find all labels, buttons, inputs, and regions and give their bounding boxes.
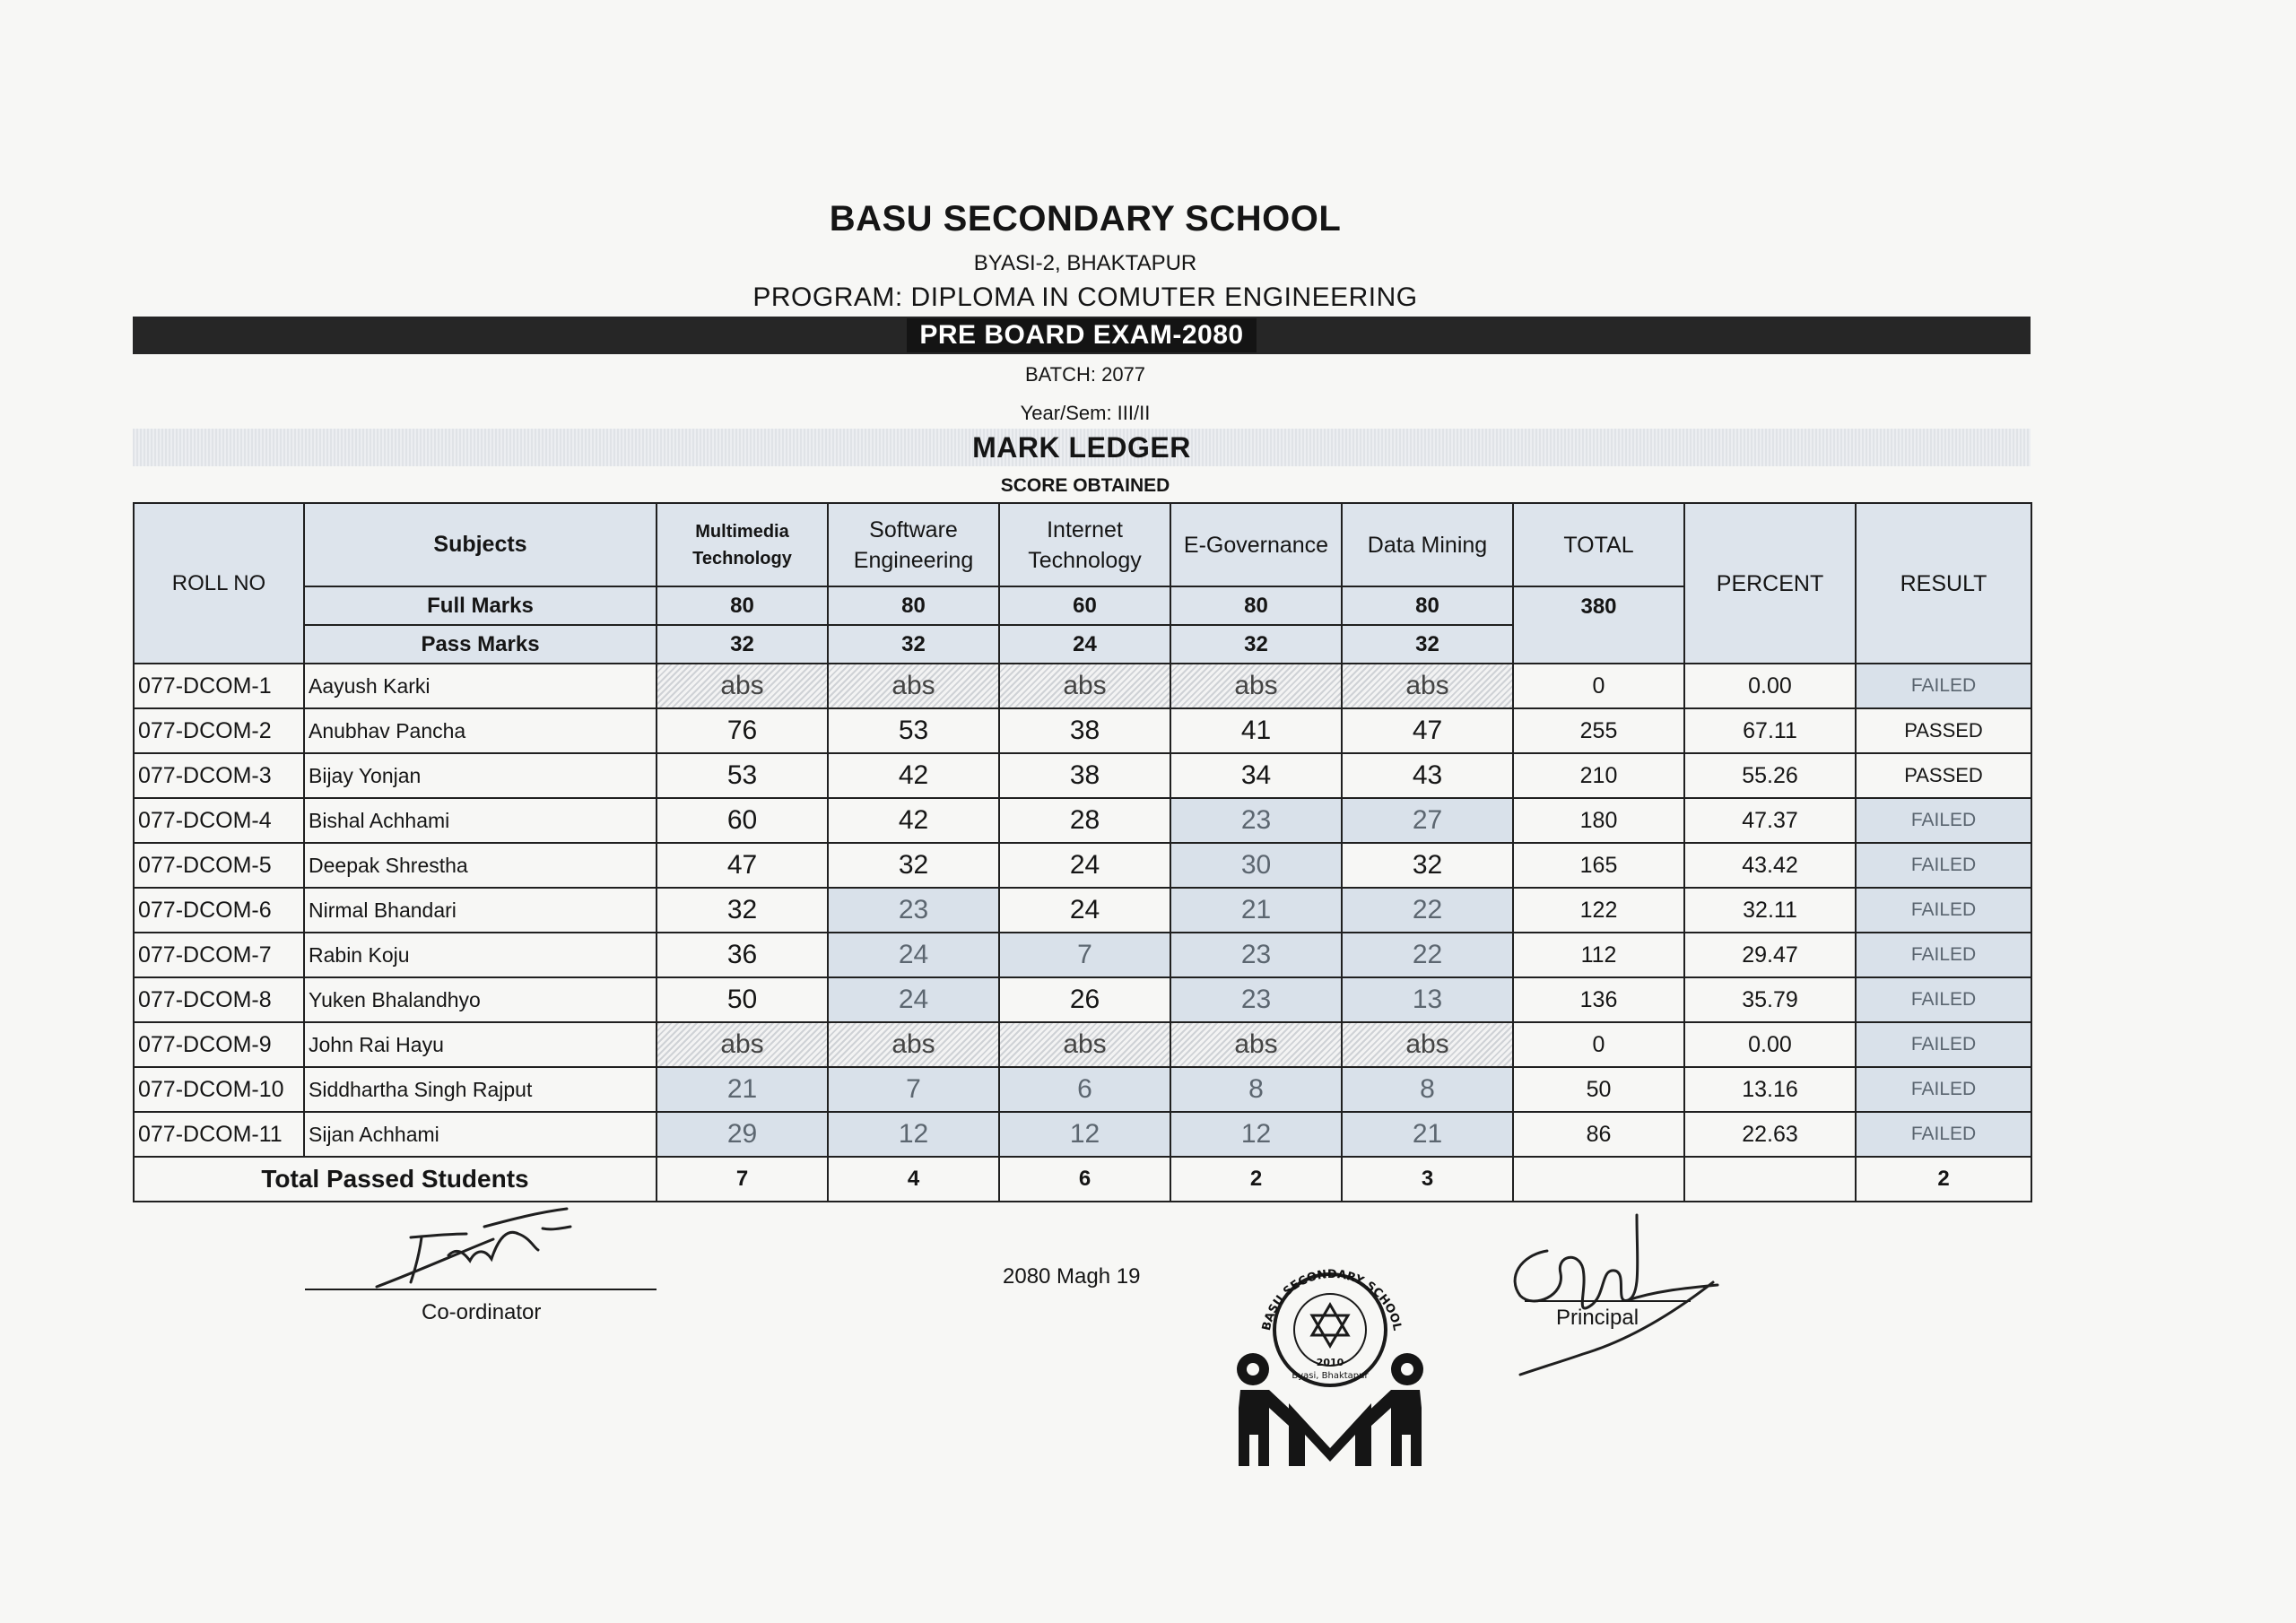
empty-cell [1513, 1157, 1684, 1202]
subject-mark: 22 [1342, 933, 1513, 977]
full-marks-label: Full Marks [304, 586, 657, 625]
student-name: Siddhartha Singh Rajput [304, 1067, 657, 1112]
percent-value: 22.63 [1684, 1112, 1856, 1157]
subject-mark: 41 [1170, 708, 1342, 753]
pass-marks-value: 32 [657, 625, 828, 664]
pass-marks-value: 24 [999, 625, 1170, 664]
student-name: Rabin Koju [304, 933, 657, 977]
subject-mark: 50 [657, 977, 828, 1022]
svg-text:BASU SECONDARY SCHOOL [1260, 1268, 1404, 1332]
empty-cell [1684, 1157, 1856, 1202]
roll-number: 077-DCOM-9 [134, 1022, 304, 1067]
total-full-marks: 380 [1513, 586, 1684, 664]
total-marks: 122 [1513, 888, 1684, 933]
subject-mark: 24 [828, 977, 999, 1022]
subject-mark: 47 [1342, 708, 1513, 753]
year-sem-label: Year/Sem: III/II [1020, 402, 1151, 424]
student-row [134, 753, 2031, 798]
result-header: RESULT [1856, 503, 2031, 664]
subject-mark: 42 [828, 753, 999, 798]
result-status: FAILED [1856, 933, 2031, 977]
total-marks: 0 [1513, 664, 1684, 708]
student-row [134, 708, 2031, 753]
subject-mark: 23 [1170, 933, 1342, 977]
subject-header: E-Governance [1170, 503, 1342, 586]
subject-mark: 47 [657, 843, 828, 888]
pass-marks-value: 32 [1170, 625, 1342, 664]
roll-number: 077-DCOM-7 [134, 933, 304, 977]
percent-value: 43.42 [1684, 843, 1856, 888]
percent-value: 35.79 [1684, 977, 1856, 1022]
result-status: FAILED [1856, 1022, 2031, 1067]
school-seal-logo [1233, 1242, 1426, 1484]
subject-mark: 38 [999, 753, 1170, 798]
subject-mark: abs [1342, 664, 1513, 708]
subject-mark: abs [1342, 1022, 1513, 1067]
percent-value: 47.37 [1684, 798, 1856, 843]
subject-passed-count: 2 [1170, 1157, 1342, 1202]
result-status: FAILED [1856, 1112, 2031, 1157]
percent-value: 55.26 [1684, 753, 1856, 798]
subject-mark: abs [828, 1022, 999, 1067]
coordinator-signature-line [305, 1289, 657, 1290]
total-marks: 86 [1513, 1112, 1684, 1157]
score-obtained-label: SCORE OBTAINED [1000, 475, 1170, 496]
subject-mark: 34 [1170, 753, 1342, 798]
total-marks: 136 [1513, 977, 1684, 1022]
coordinator-signature [359, 1202, 583, 1300]
subject-mark: 21 [1170, 888, 1342, 933]
subject-mark: 22 [1342, 888, 1513, 933]
result-status: FAILED [1856, 1067, 2031, 1112]
subject-passed-count: 3 [1342, 1157, 1513, 1202]
total-header: TOTAL [1513, 503, 1684, 586]
program-title: PROGRAM: DIPLOMA IN COMUTER ENGINEERING [752, 282, 1418, 312]
percent-value: 32.11 [1684, 888, 1856, 933]
subject-mark: abs [657, 664, 828, 708]
subject-mark: 36 [657, 933, 828, 977]
result-status: PASSED [1856, 708, 2031, 753]
student-name: Aayush Karki [304, 664, 657, 708]
subject-mark: 12 [1170, 1112, 1342, 1157]
student-row [134, 1022, 2031, 1067]
principal-signature [1493, 1206, 1726, 1385]
subject-mark: 32 [828, 843, 999, 888]
subject-passed-count: 6 [999, 1157, 1170, 1202]
pass-marks-value: 32 [1342, 625, 1513, 664]
ledger-title: MARK LEDGER [972, 430, 1191, 464]
subject-mark: 12 [999, 1112, 1170, 1157]
subject-mark: 23 [828, 888, 999, 933]
subject-mark: 32 [1342, 843, 1513, 888]
percent-value: 0.00 [1684, 1022, 1856, 1067]
total-marks: 165 [1513, 843, 1684, 888]
subject-mark: 24 [999, 843, 1170, 888]
subject-mark: 60 [657, 798, 828, 843]
seal-place: Byasi, Bhaktapur [1292, 1371, 1369, 1381]
total-marks: 255 [1513, 708, 1684, 753]
total-marks: 50 [1513, 1067, 1684, 1112]
batch-label: BATCH: 2077 [1024, 363, 1146, 386]
subject-mark: 21 [657, 1067, 828, 1112]
subject-mark: 13 [1342, 977, 1513, 1022]
result-status: FAILED [1856, 977, 2031, 1022]
seal-school-name: BASU SECONDARY SCHOOL [1259, 1267, 1405, 1332]
subject-header: Multimedia Technology [657, 503, 828, 586]
subject-header: Data Mining [1342, 503, 1513, 586]
student-name: Bijay Yonjan [304, 753, 657, 798]
subject-mark: 21 [1342, 1112, 1513, 1157]
student-row [134, 1112, 2031, 1157]
subject-mark: abs [657, 1022, 828, 1067]
total-passed-result: 2 [1856, 1157, 2031, 1202]
full-marks-value: 80 [828, 586, 999, 625]
subject-mark: 8 [1170, 1067, 1342, 1112]
school-address: BYASI-2, BHAKTAPUR [973, 251, 1197, 275]
roll-number: 077-DCOM-5 [134, 843, 304, 888]
subject-mark: 26 [999, 977, 1170, 1022]
roll-number: 077-DCOM-6 [134, 888, 304, 933]
ledger-title-bar [133, 429, 2031, 466]
subject-mark: 7 [828, 1067, 999, 1112]
coordinator-label: Co-ordinator [422, 1300, 542, 1324]
roll-number: 077-DCOM-1 [134, 664, 304, 708]
subject-mark: 30 [1170, 843, 1342, 888]
exam-title: PRE BOARD EXAM-2080 [907, 318, 1256, 352]
student-name: Sijan Achhami [304, 1112, 657, 1157]
percent-value: 29.47 [1684, 933, 1856, 977]
exam-title-bar [133, 317, 2031, 354]
full-marks-value: 60 [999, 586, 1170, 625]
subject-header: Internet Technology [999, 503, 1170, 586]
school-name: BASU SECONDARY SCHOOL [829, 199, 1342, 239]
roll-number: 077-DCOM-10 [134, 1067, 304, 1112]
subject-mark: 42 [828, 798, 999, 843]
subject-mark: 53 [657, 753, 828, 798]
total-marks: 210 [1513, 753, 1684, 798]
percent-header: PERCENT [1684, 503, 1856, 664]
full-marks-value: 80 [1342, 586, 1513, 625]
subject-mark: 12 [828, 1112, 999, 1157]
percent-value: 13.16 [1684, 1067, 1856, 1112]
subject-mark: abs [999, 1022, 1170, 1067]
student-row [134, 888, 2031, 933]
result-status: FAILED [1856, 664, 2031, 708]
student-name: Deepak Shrestha [304, 843, 657, 888]
student-row [134, 798, 2031, 843]
percent-value: 67.11 [1684, 708, 1856, 753]
subject-mark: abs [1170, 1022, 1342, 1067]
total-marks: 112 [1513, 933, 1684, 977]
student-row [134, 977, 2031, 1022]
seal-year: 2010 [1316, 1357, 1344, 1368]
roll-number: 077-DCOM-11 [134, 1112, 304, 1157]
subjects-header: Subjects [304, 503, 657, 586]
subject-mark: 38 [999, 708, 1170, 753]
student-name: Nirmal Bhandari [304, 888, 657, 933]
subject-passed-count: 7 [657, 1157, 828, 1202]
total-passed-row [134, 1157, 2031, 1202]
subject-passed-count: 4 [828, 1157, 999, 1202]
subject-mark: 29 [657, 1112, 828, 1157]
subject-mark: 53 [828, 708, 999, 753]
student-name: Anubhav Pancha [304, 708, 657, 753]
result-status: FAILED [1856, 843, 2031, 888]
subject-mark: 76 [657, 708, 828, 753]
subject-mark: 28 [999, 798, 1170, 843]
subject-header: Software Engineering [828, 503, 999, 586]
roll-number: 077-DCOM-4 [134, 798, 304, 843]
total-passed-label: Total Passed Students [134, 1157, 657, 1202]
subject-mark: 7 [999, 933, 1170, 977]
result-status: PASSED [1856, 753, 2031, 798]
student-row [134, 843, 2031, 888]
total-marks: 180 [1513, 798, 1684, 843]
subject-mark: 24 [828, 933, 999, 977]
principal-signature-line [1525, 1300, 1691, 1302]
pass-marks-label: Pass Marks [304, 625, 657, 664]
subject-mark: 23 [1170, 977, 1342, 1022]
roll-no-header: ROLL NO [134, 503, 304, 664]
percent-value: 0.00 [1684, 664, 1856, 708]
result-status: FAILED [1856, 888, 2031, 933]
principal-label: Principal [1556, 1306, 1639, 1330]
student-row [134, 1067, 2031, 1112]
result-status: FAILED [1856, 798, 2031, 843]
subject-mark: 32 [657, 888, 828, 933]
subject-mark: 24 [999, 888, 1170, 933]
roll-number: 077-DCOM-3 [134, 753, 304, 798]
pass-marks-value: 32 [828, 625, 999, 664]
mark-ledger-table [133, 502, 2032, 1202]
student-name: Bishal Achhami [304, 798, 657, 843]
student-row [134, 664, 2031, 708]
roll-number: 077-DCOM-2 [134, 708, 304, 753]
full-marks-value: 80 [657, 586, 828, 625]
subject-mark: 6 [999, 1067, 1170, 1112]
student-name: John Rai Hayu [304, 1022, 657, 1067]
roll-number: 077-DCOM-8 [134, 977, 304, 1022]
subject-mark: 8 [1342, 1067, 1513, 1112]
total-marks: 0 [1513, 1022, 1684, 1067]
full-marks-value: 80 [1170, 586, 1342, 625]
subject-mark: abs [828, 664, 999, 708]
subject-mark: abs [999, 664, 1170, 708]
student-row [134, 933, 2031, 977]
subject-mark: abs [1170, 664, 1342, 708]
ledger-date: 2080 Magh 19 [1003, 1264, 1141, 1289]
subject-mark: 43 [1342, 753, 1513, 798]
student-name: Yuken Bhalandhyo [304, 977, 657, 1022]
subject-mark: 27 [1342, 798, 1513, 843]
subject-mark: 23 [1170, 798, 1342, 843]
